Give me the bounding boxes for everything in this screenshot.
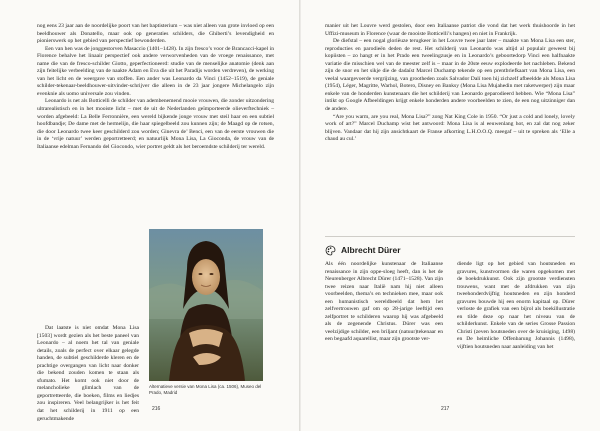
section-column-b [457, 261, 575, 352]
paragraph: nog eens 23 jaar aan de noordelijke poort van het baptisterium – was niet alleen van grote invloed op een beeldhouwer als Donatello, maar ook op generaties schilders, die Ghiberti’s levendigheid en pionierswerk op het gebied van perspectief bewonderden. [37, 23, 274, 45]
section-divider [325, 236, 575, 237]
mona-lisa-image [149, 229, 263, 381]
left-page [0, 0, 299, 431]
figure-caption: Alternatieve versie van Mona Lisa (ca. 1506), Museo del Prado, Madrid [149, 384, 262, 395]
paragraph: Een van hen was de jonggestorven Masaccio (1401–1428). In zijn fresco’s voor de Brancacci-kapel in Florence behalve het linaair perspectief ook andere verworvenheden van de vroege renaissance, met name die van de fresco-schilder Giotto, geperfectioneerd: studie van de menselijke anatomie (denk aan zijn feitelijke verbeelding van de naakte Adam en Eva die uit het Paradijs worden verdreven), de werking van het licht en de weergave van stoffen. Een ander was Leonardo da Vinci (1452–1519), de geniale schilder-tekenaar-beeldhouwer-uitvinder-schrijver die alleen in de 23 jaar jongere Michelangelo zijn evenknie als uomo universale zou vinden. [37, 45, 274, 97]
paragraph: diende ligt op het gebied van houtsneden en gravures, kunstvormen die waren opgekomen met de boekdrukkunst. Ook zijn grootste verdiensten trouwens, want met de afdrukken van zijn tweehonderdvijftig houtsneden en zijn honderd gravures bouwde hij een enorm kapitaal op. Dürer verloste de grafiek van een bijrol als boekillustratie en tilde deze op naar het niveau van de schilderkunst. Enkele van de series Grosse Passion Christi (zeven houtsneden over de kruisiging, 1498) en De heimliche Offenbarung Johannis (1498), vijftien houtsneden naar aanleiding van het [457, 261, 575, 351]
left-body-top [37, 23, 274, 151]
paragraph: “Are you warm, are you real, Mona Lisa?” zong Nat King Cole in 1950. “Or just a cold and lonely, lovely work of art?” Marcel Duchamp wist het antwoord: Mona Lisa is al eeuwenlang hot, en zal dat nog zeker blijven. Vandaar dat hij zijn ansichtkaart de Franse afkorting L.H.O.O.Q. meegaf – uit te spreken als ‘Elle a chaud au cul.’ [325, 113, 575, 143]
left-body-narrow [37, 325, 139, 423]
paragraph: Dat laatste is niet omdat Mona Lisa [1503] wordt gezien als het beste paneel van Leonardo – al noem het tal van geniale details, zoals de perfect over elkaar gelegde handen, de subtiel geschilderde kleren en de prachtige overgangen van licht naar donker die bekend zouden komen te staan als sfumato. Het komt ook niet door de melancholieke glimlach van de geportretteerde, die boeken, films en liedjes zou inspireren. Veel belangrijker is het feit dat het schilderij in 1911 op een geruchtmakende [37, 325, 139, 422]
right-page [301, 0, 600, 431]
right-body [325, 23, 575, 144]
section-title: Albrecht Dürer [341, 245, 401, 255]
page-number-left: 216 [152, 406, 161, 412]
paragraph: Leonardo is net als Botticelli de schilder van adembenemend mooie vrouwen, die zonder uitzondering ultrarealistisch en in het mooiste licht – met de uit de Nederlanden geïmporteerde olieverftechniek – worden afgebeeld: La Belle Ferronnière, een wereld bijkende jonge vrouw met steil haar en een subtiel hoofdbandje; De dame met de hermelijn, die haar spiegelbeeld zou kunnen zijn; de Maagd op de rotsen, die door Leonardo twee keer geschilderd zou worden; Ginevra de’ Benci, een van de eerste vrouwen die in de ‘vrije natuur’ werden geportretteerd; en natuurlijk Mona Lisa, La Gioconda, de vrouw van de Italiaanse edelman Fernando del Giocondo, wier portret geldt als het beroemdste schilderij ter wereld. [37, 98, 274, 150]
paragraph: De diefstal – een nogal gloriëuze terugkeer in het Louvre twee jaar later – maakte van Mona Lisa een ster, reproducties en parodieën deden de rest. Het schilderij van Leonardo was altijd al populair geweest bij kopiisten – zo hangt er in het Prado een tweelingzusje en in Leonardo’s geboortedorp Vinci een halfnaakte variatie die misschien wel van de meester zelf is – maar in de 20ste eeuw explodeerde het nachleben. Bekend zijn de snor en het sikje die de dadaïst Marcel Duchamp tekende op een prentbriefkaart van Mona Lisa, een veelal waargevoerde vergrijzing, van grootheden zoals Salvador Dalí toen hij zichzelf afbeeldde als Mona Lisa (1954), Léger, Magritte, Warhol, Botero, Disney en Banksy (Mona Lisa Mujahedin met raketwerper) zijn maar enkele van de honderden kunstenaars die het schilderij van Leonardo geparodieerd hebben. Wie “Mona Lisa” intikt op Google Afbeeldingen krijgt enkele honderden andere voorbeelden te zien, de een nog uitzinniger dan de andere. [325, 38, 575, 113]
palette-icon [325, 245, 336, 256]
paragraph: manier uit het Louvre werd gestolen, door een Italiaanse patriot die vond dat het werk thuishoorde in het Uffizi-museum in Florence (waar de mooiste Botticelli’s hangen) en niet in Frankrijk. [325, 23, 575, 37]
paragraph: Als één noordelijke kunstenaar de Italiaanse renaissance in zijn oppe-sloeg heeft, dan is het de Neurenberger Albrecht Dürer (1471–1528). Van zijn twee reizen naar Italië nam hij niet alleen voorbeelden, thema’s en technieken mee, maar ook een humanistisch wereldbeeld dat hem het zelfvertrouwen gaf om op 28-jarige leeftijd een zelfportret te schilderen waarop hij was afgebeeld als de zegenende Christus. Dürer was een veelzijdige schilder, een briljant (natuur)tekenaar en een begaafd aquarellist, maar zijn grootste ver- [325, 261, 443, 343]
section-heading [325, 243, 575, 257]
section-column-a [325, 261, 443, 344]
page-number-right: 217 [441, 406, 450, 412]
